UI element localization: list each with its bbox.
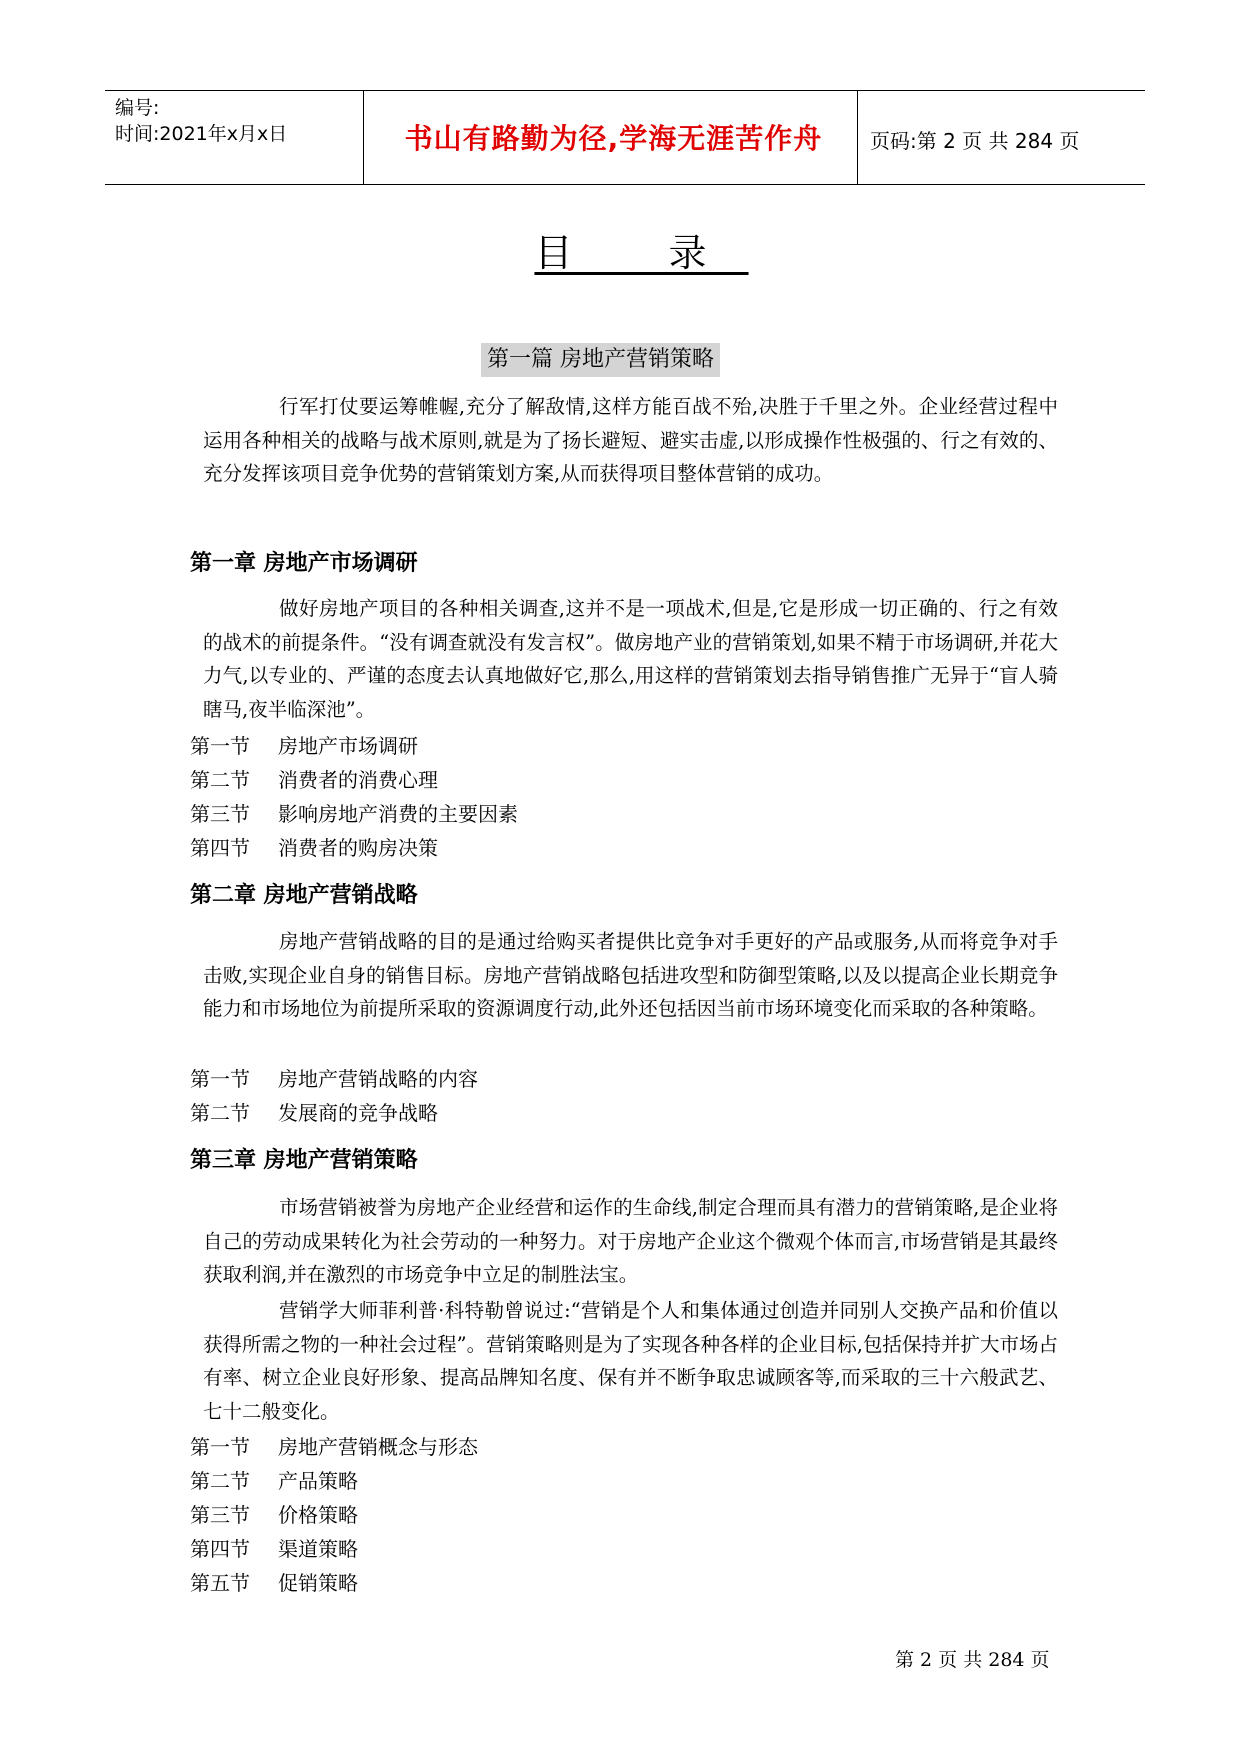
header-motto: 书山有路勤为径,学海无涯苦作舟 [404,122,823,155]
part-title: 第一篇 房地产营销策略 [481,343,720,377]
section-name: 房地产市场调研 [278,734,418,758]
section-name: 房地产营销战略的内容 [278,1067,478,1091]
header-divider-left [363,91,364,184]
section-number: 第四节 [190,1537,250,1561]
section-number: 第二节 [190,768,250,792]
number-label: 编号: [115,97,160,119]
section-number: 第二节 [190,1469,250,1493]
document-title-text: 目 录 [534,231,749,275]
toc-section-entry[interactable] [190,1097,438,1126]
page-footer: 第 2 页 共 284 页 [895,1649,1050,1671]
section-name: 影响房地产消费的主要因素 [278,802,518,826]
section-number: 第一节 [190,1435,250,1459]
chapter-paragraph: 做好房地产项目的各种相关调查,这并不是一项战术,但是,它是形成一切正确的、行之有效的战术的前提条件。“没有调查就没有发言权”。做房地产业的营销策划,如果不精于市场调研,并花大力气,以专业的、严谨的态度去认真地做好它,那么,用这样的营销策划去指导销售推广无异于“盲人骑瞎马,夜半临深池”。 [203,597,1058,721]
chapter-heading: 第三章 房地产营销策略 [190,1147,418,1173]
section-number: 第四节 [190,836,250,860]
intro-paragraph: 行军打仗要运筹帷幄,充分了解敌情,这样方能百战不殆,决胜于千里之外。企业经营过程中运用各种相关的战略与战术原则,就是为了扬长避短、避实击虚,以形成操作性极强的、行之有效的、充分发挥该项目竞争优势的营销策划方案,从而获得项目整体营销的成功。 [203,395,1058,485]
section-name: 价格策略 [278,1503,358,1527]
toc-section-entry[interactable] [190,1567,358,1596]
chapter-paragraph: 营销学大师菲利普·科特勒曾说过:“营销是个人和集体通过创造并同别人交换产品和价值以获得所需之物的一种社会过程”。营销策略则是为了实现各种各样的企业目标,包括保持并扩大市场占有率、树立企业良好形象、提高品牌知名度、保有并不断争取忠诚顾客等,而采取的三十六般武艺、七十二般变化。 [203,1299,1058,1423]
header-divider-right [857,91,858,184]
time-label: 时间:2021年x月x日 [115,123,288,145]
section-number: 第三节 [190,1503,250,1527]
toc-section-entry[interactable] [190,1533,358,1562]
toc-section-entry[interactable] [190,764,438,793]
chapter-paragraph: 房地产营销战略的目的是通过给购买者提供比竞争对手更好的产品或服务,从而将竞争对手击败,实现企业自身的销售目标。房地产营销战略包括进攻型和防御型策略,以及以提高企业长期竞争能力和市场地位为前提所采取的资源调度行动,此外还包括因当前市场环境变化而采取的各种策略。 [203,930,1058,1020]
toc-section-entry[interactable] [190,1431,478,1460]
section-name: 消费者的购房决策 [278,836,438,860]
section-name: 渠道策略 [278,1537,358,1561]
chapter-heading: 第一章 房地产市场调研 [190,550,418,576]
section-number: 第五节 [190,1571,250,1595]
section-name: 消费者的消费心理 [278,768,438,792]
section-name: 促销策略 [278,1571,358,1595]
toc-section-entry[interactable] [190,1465,358,1494]
section-name: 产品策略 [278,1469,358,1493]
toc-section-entry[interactable] [190,832,438,861]
document-title [0,222,1241,277]
header-page-number: 页码:第 2 页 共 284 页 [870,129,1080,153]
section-number: 第一节 [190,734,250,758]
chapter-paragraph: 市场营销被誉为房地产企业经营和运作的生命线,制定合理而具有潜力的营销策略,是企业将自己的劳动成果转化为社会劳动的一种努力。对于房地产企业这个微观个体而言,市场营销是其最终获取利润,并在激烈的市场竞争中立足的制胜法宝。 [203,1196,1058,1286]
toc-section-entry[interactable] [190,1063,478,1092]
page-header [105,90,1145,185]
toc-section-entry[interactable] [190,730,418,759]
section-number: 第三节 [190,802,250,826]
toc-section-entry[interactable] [190,1499,358,1528]
section-number: 第二节 [190,1101,250,1125]
section-number: 第一节 [190,1067,250,1091]
chapter-heading: 第二章 房地产营销战略 [190,882,418,908]
toc-section-entry[interactable] [190,798,518,827]
header-meta [115,95,287,147]
section-name: 房地产营销概念与形态 [278,1435,478,1459]
section-name: 发展商的竞争战略 [278,1101,438,1125]
